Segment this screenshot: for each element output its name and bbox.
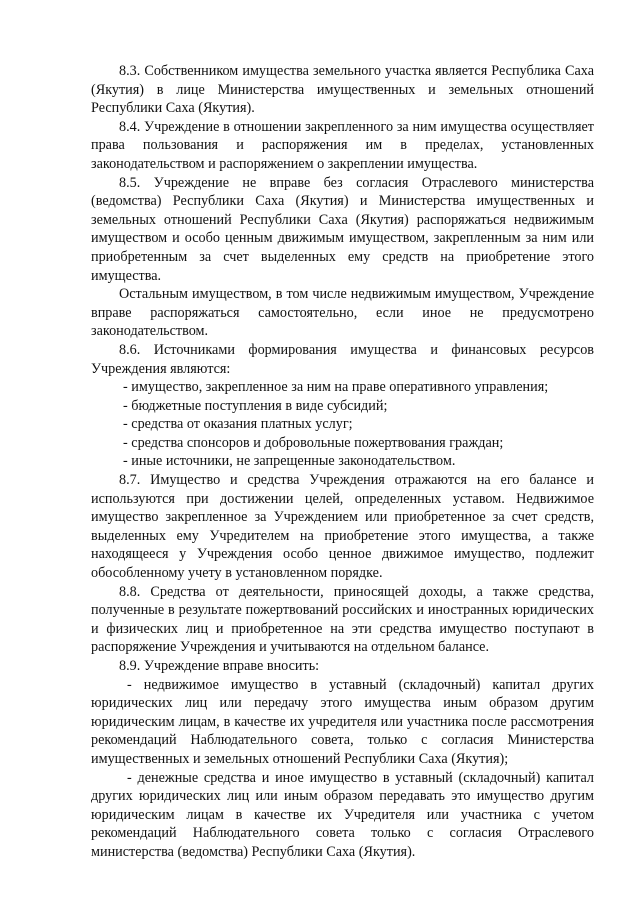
paragraph-8-3: 8.3. Собственником имущества земельного участка является Республика Саха (Якутия) в лице Министерства имущественных и земельных отношений Республики Саха (Якутия). <box>91 63 594 117</box>
list-item-paid-services: - средства от оказания платных услуг; <box>123 416 353 433</box>
paragraph-8-9: 8.9. Учреждение вправе вносить: <box>119 658 320 674</box>
paragraph-8-5: 8.5. Учреждение не вправе без согласия Отраслевого министерства (ведомства) Республики Саха (Якутия) и Министерства имущественных и земельных отношений Республики Саха (Якутия) распоряжаться недвижимым имуществом и особо ценным движимым имуществом, закрепленным за ним или приобретенным за счет выделенных ему средств на приобретение этого имущества. <box>91 174 594 284</box>
list-item-other-sources: - иные источники, не запрещенные законодательством. <box>123 453 456 470</box>
paragraph-8-6: 8.6. Источниками формирования имущества и финансовых ресурсов Учреждения являются: <box>91 341 594 377</box>
list-item-sponsors: - средства спонсоров и добровольные пожертвования граждан; <box>123 434 504 451</box>
paragraph-8-8: 8.8. Средства от деятельности, приносящей доходы, а также средства, полученные в результате пожертвований российских и иностранных юридических и физических лиц и приобретенное на эти средства имущество поступают в распоряжение Учреждения и учитываются на отдельном балансе. <box>91 583 594 656</box>
paragraph-8-5-continued: Остальным имуществом, в том числе недвижимым имуществом, Учреждение вправе распоряжаться самостоятельно, если иное не предусмотрено законодательством. <box>91 286 594 340</box>
paragraph-8-7: 8.7. Имущество и средства Учреждения отражаются на его балансе и используются при достижении целей, определенных уставом. Недвижимое имущество закрепленное за Учреждением или приобретенное за счет средств, выделенных ему Учредителем на приобретение этого имущества, а также находящееся у Учреждения особо ценное движимое имущество, подлежит обособленному учету в установленном порядке. <box>91 472 594 582</box>
list-item-budget: - бюджетные поступления в виде субсидий; <box>123 397 388 414</box>
list-item-property: - имущество, закрепленное за ним на праве оперативного управления; <box>123 379 549 396</box>
list-item-funds: - денежные средства и иное имущество в уставный (складочный) капитал других юридических лиц или иным образом передавать это имущество другим юридическим лицам в качестве их Учредителя или участника с учетом рекомендаций Наблюдательного совета только с согласия Отраслевого министерства (ведомства) Республики Саха (Якутия). <box>91 769 594 860</box>
document-body <box>91 62 594 862</box>
list-item-real-estate: - недвижимое имущество в уставный (складочный) капитал других юридических лиц или передачу этого имущества иным образом другим юридическим лицам, в качестве их учредителя или участника после рассмотрения рекомендаций Наблюдательного совета, только с согласия Министерства имущественных и земельных отношений Республики Саха (Якутия); <box>91 676 594 767</box>
paragraph-8-4: 8.4. Учреждение в отношении закрепленного за ним имущества осуществляет права пользования и распоряжения им в пределах, установленных законодательством и распоряжением о закреплении имущества. <box>91 118 594 172</box>
